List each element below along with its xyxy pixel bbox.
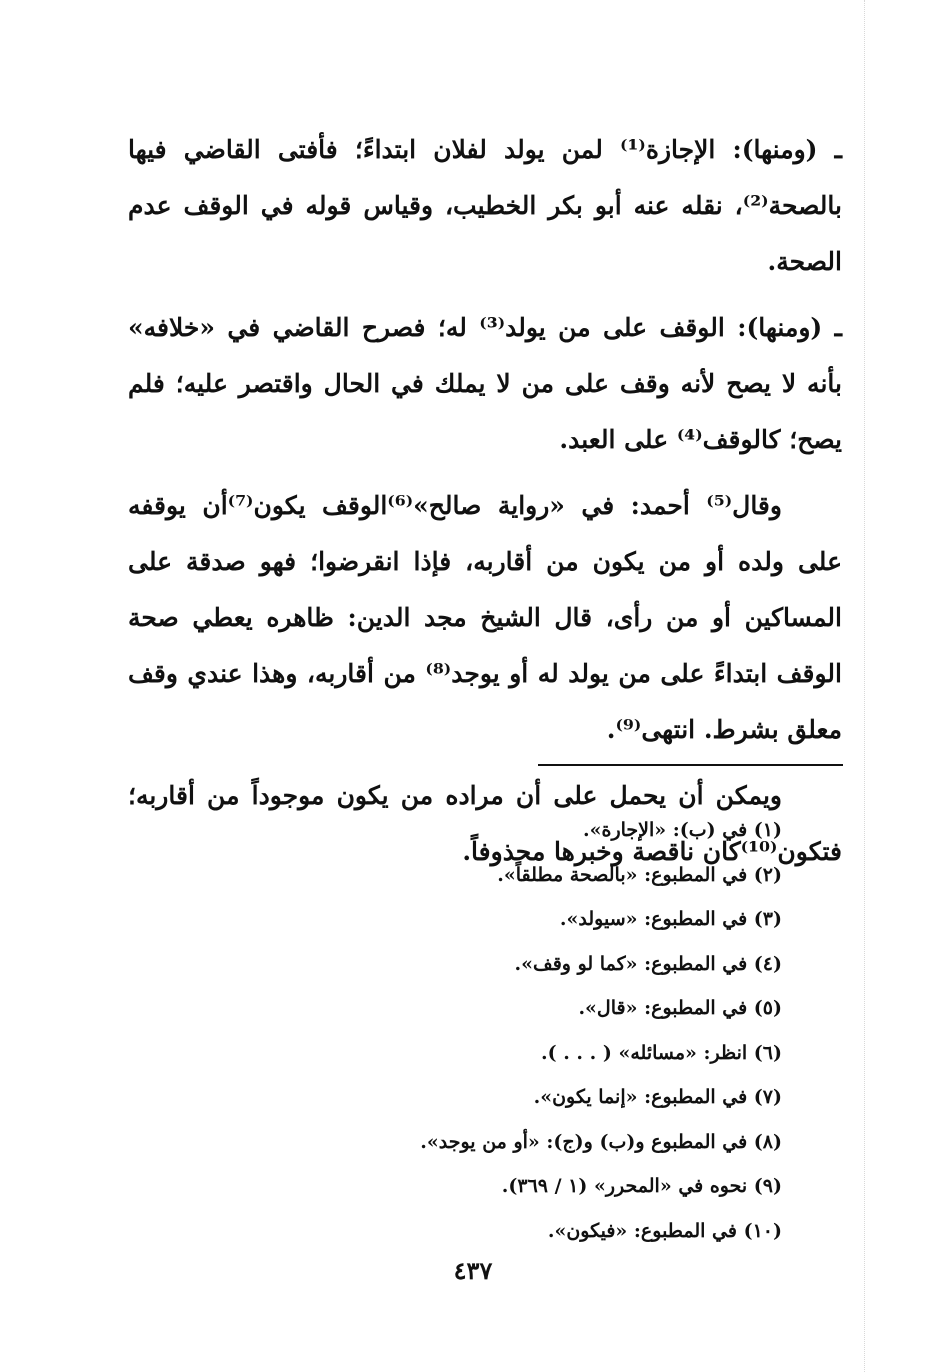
footnote-6: (٦) انظر: «مسائله» ( . . . ). [540, 1041, 782, 1064]
footnote-4: (٤) في المطبوع: «كما لو وقف». [514, 952, 782, 975]
scan-edge-dots [864, 0, 866, 1372]
footnotes [300, 808, 782, 1253]
page-number: ٤٣٧ [453, 1256, 493, 1285]
footnote-1: (١) في (ب): «الإجارة». [583, 819, 782, 841]
paragraph-1: ـ (ومنها): الإجازة⁽¹⁾ لمن يولد لفلان ابتداءً؛ فأفتى القاضي فيها بالصحة⁽²⁾، نقله عنه أبو بكر الخطيب، وقياس قوله في الوقف عدم الصحة. [128, 135, 842, 276]
paragraph-3: وقال⁽⁵⁾ أحمد: في «رواية صالح»⁽⁶⁾الوقف يكون⁽⁷⁾أن يوقفه على ولده أو من يكون من أقاربه، فإذا انقرضوا؛ فهو صدقة على المساكين أو من رأى، قال الشيخ مجد الدين: ظاهره يعطي صحة الوقف ابتداءً على من يولد له أو يوجد⁽⁸⁾ من أقاربه، وهذا عندي وقف معلق بشرط. انتهى⁽⁹⁾. [128, 491, 842, 744]
footnote-9: (٩) نحوه في «المحرر» (١ / ٣٦٩). [501, 1175, 782, 1197]
footnote-8: (٨) في المطبوع و(ب) و(ج): «أو من يوجد». [420, 1130, 782, 1153]
footnote-7: (٧) في المطبوع: «إنما يكون». [533, 1086, 782, 1108]
footnote-5: (٥) في المطبوع: «قال». [578, 997, 782, 1019]
main-text [128, 122, 842, 890]
footnote-3: (٣) في المطبوع: «سيولد». [559, 908, 782, 930]
paragraph-2: ـ (ومنها): الوقف على من يولد⁽³⁾ له؛ فصرح القاضي في «خلافه» بأنه لا يصح لأنه وقف على من لا يملك في الحال واقتصر عليه؛ فلم يصح؛ كالوقف⁽⁴⁾ على العبد. [128, 313, 842, 454]
footnote-separator [538, 764, 843, 766]
paragraph-4: ويمكن أن يحمل على أن مراده من يكون موجوداً من أقاربه؛ فتكون⁽¹⁰⁾كان ناقصة وخبرها محذوفاً. [128, 781, 842, 866]
footnote-2: (٢) في المطبوع: «بالصحة مطلقاً». [497, 863, 782, 886]
footnote-10: (١٠) في المطبوع: «فيكون». [547, 1219, 782, 1242]
